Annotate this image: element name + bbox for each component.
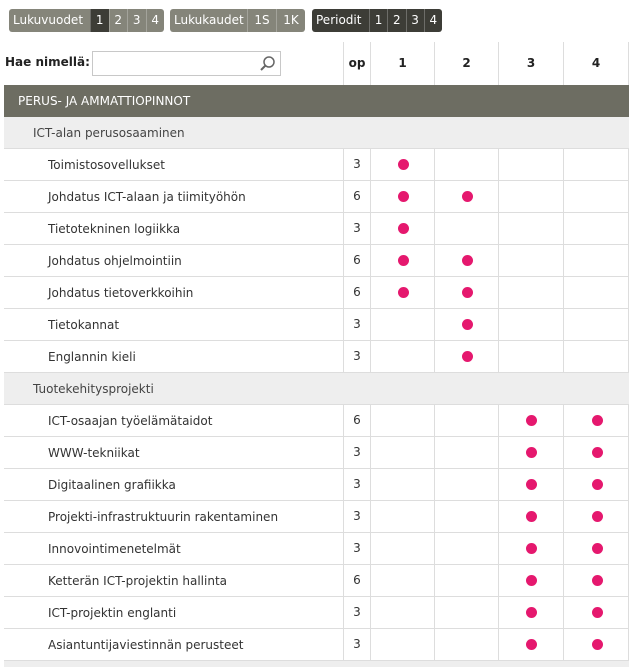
period-4-cell (563, 597, 629, 629)
filter-years-label: Lukuvuodet (13, 13, 84, 27)
period-2-cell (434, 469, 498, 501)
op-cell: 6 (343, 565, 370, 597)
period-3-cell (498, 629, 563, 661)
period-dot (526, 415, 537, 426)
period-4-cell (563, 437, 629, 469)
period-dot (592, 639, 603, 650)
table-row[interactable] (0, 245, 629, 277)
period-2-header: 2 (434, 42, 498, 85)
op-cell: 3 (343, 533, 370, 565)
period-3-cell (498, 277, 563, 309)
period-3-cell (498, 565, 563, 597)
course-name[interactable]: Toimistosovellukset (4, 149, 343, 181)
period-1-cell (370, 597, 434, 629)
table-row[interactable] (0, 629, 629, 661)
period-3-cell (498, 341, 563, 373)
course-name[interactable]: Tietotekninen logiikka (4, 213, 343, 245)
table-header (0, 42, 641, 85)
period-1-cell (370, 245, 434, 277)
period-dot (398, 223, 409, 234)
filter-periods-label: Periodit (316, 13, 362, 27)
period-3-header: 3 (498, 42, 563, 85)
op-cell: 3 (343, 213, 370, 245)
period-2-cell (434, 565, 498, 597)
filter-year-3[interactable]: 3 (127, 9, 146, 32)
period-dot (462, 287, 473, 298)
course-name[interactable]: ICT-projektin englanti (4, 597, 343, 629)
period-dot (592, 415, 603, 426)
period-3-cell (498, 149, 563, 181)
period-3-cell (498, 501, 563, 533)
table-row[interactable] (0, 309, 629, 341)
period-3-cell (498, 597, 563, 629)
period-3-cell (498, 405, 563, 437)
period-2-cell (434, 309, 498, 341)
table-row[interactable] (0, 437, 629, 469)
op-cell: 3 (343, 149, 370, 181)
period-3-cell (498, 533, 563, 565)
table-row[interactable] (0, 181, 629, 213)
filter-year-4[interactable]: 4 (146, 9, 165, 32)
period-dot (398, 255, 409, 266)
course-name[interactable]: Englannin kieli (4, 341, 343, 373)
period-4-cell (563, 533, 629, 565)
period-4-cell (563, 181, 629, 213)
table-row[interactable] (0, 149, 629, 181)
search-input[interactable] (93, 52, 258, 75)
period-2-cell (434, 213, 498, 245)
search-box[interactable] (92, 51, 281, 76)
table-row[interactable] (0, 277, 629, 309)
period-1-header: 1 (370, 42, 434, 85)
period-dot (592, 511, 603, 522)
course-name[interactable]: Tietokannat (4, 309, 343, 341)
op-cell: 3 (343, 469, 370, 501)
period-1-cell (370, 213, 434, 245)
period-dot (526, 543, 537, 554)
filter-terms-label: Lukukaudet (174, 13, 244, 27)
period-3-cell (498, 309, 563, 341)
period-3-cell (498, 245, 563, 277)
period-4-cell (563, 501, 629, 533)
period-2-cell (434, 533, 498, 565)
op-cell: 3 (343, 629, 370, 661)
period-dot (526, 607, 537, 618)
period-4-cell (563, 405, 629, 437)
period-dot (526, 575, 537, 586)
period-4-cell (563, 213, 629, 245)
op-cell: 3 (343, 341, 370, 373)
filter-periods (312, 9, 442, 32)
course-name[interactable]: ICT-osaajan työelämätaidot (4, 405, 343, 437)
period-1-cell (370, 341, 434, 373)
filter-year-2[interactable]: 2 (109, 9, 128, 32)
period-1-cell (370, 437, 434, 469)
period-2-cell (434, 149, 498, 181)
course-name[interactable]: Johdatus ICT-alaan ja tiimityöhön (4, 181, 343, 213)
period-1-cell (370, 405, 434, 437)
period-4-header: 4 (563, 42, 629, 85)
period-4-cell (563, 565, 629, 597)
op-cell: 3 (343, 501, 370, 533)
period-dot (592, 575, 603, 586)
filter-period-2[interactable]: 2 (387, 9, 405, 32)
table-row[interactable] (0, 597, 629, 629)
section-row: PERUS- JA AMMATTIOPINNOT (4, 85, 629, 117)
table-row[interactable] (0, 565, 629, 597)
course-name[interactable]: WWW-tekniikat (4, 437, 343, 469)
filter-years (9, 9, 164, 32)
period-4-cell (563, 469, 629, 501)
period-3-cell (498, 469, 563, 501)
period-4-cell (563, 277, 629, 309)
period-2-cell (434, 181, 498, 213)
filter-year-1[interactable]: 1 (90, 9, 109, 32)
period-2-cell (434, 437, 498, 469)
period-1-cell (370, 277, 434, 309)
period-dot (462, 191, 473, 202)
group-row: Tuotekehitysprojekti (4, 373, 629, 405)
search-label: Hae nimellä: (5, 55, 90, 69)
filter-period-4[interactable]: 4 (424, 9, 442, 32)
table-row[interactable] (0, 213, 629, 245)
table-row[interactable] (0, 533, 629, 565)
period-dot (462, 351, 473, 362)
period-dot (526, 447, 537, 458)
period-1-cell (370, 533, 434, 565)
period-3-cell (498, 437, 563, 469)
course-name[interactable]: Projekti-infrastruktuurin rakentaminen (4, 501, 343, 533)
period-1-cell (370, 565, 434, 597)
period-1-cell (370, 469, 434, 501)
period-dot (526, 639, 537, 650)
op-cell: 6 (343, 181, 370, 213)
op-cell: 3 (343, 437, 370, 469)
magnifier-icon[interactable] (259, 55, 276, 72)
period-1-cell (370, 629, 434, 661)
op-cell: 3 (343, 597, 370, 629)
period-dot (526, 511, 537, 522)
period-dot (592, 447, 603, 458)
period-2-cell (434, 597, 498, 629)
period-2-cell (434, 245, 498, 277)
course-name[interactable]: Johdatus ohjelmointiin (4, 245, 343, 277)
course-name[interactable]: Digitaalinen grafiikka (4, 469, 343, 501)
period-1-cell (370, 501, 434, 533)
period-dot (592, 543, 603, 554)
period-dot (398, 159, 409, 170)
filter-period-3[interactable]: 3 (406, 9, 424, 32)
table-row[interactable] (0, 341, 629, 373)
period-2-cell (434, 341, 498, 373)
period-4-cell (563, 245, 629, 277)
table-row[interactable] (0, 405, 629, 437)
period-4-cell (563, 341, 629, 373)
period-3-cell (498, 181, 563, 213)
period-dot (592, 607, 603, 618)
table-row[interactable] (0, 501, 629, 533)
period-4-cell (563, 629, 629, 661)
filter-period-1[interactable]: 1 (369, 9, 387, 32)
period-2-cell (434, 629, 498, 661)
course-name[interactable]: Johdatus tietoverkkoihin (4, 277, 343, 309)
group-row: ICT-alan perusosaaminen (4, 117, 629, 149)
period-1-cell (370, 149, 434, 181)
period-2-cell (434, 277, 498, 309)
filter-bar (0, 0, 641, 42)
op-cell: 6 (343, 405, 370, 437)
period-3-cell (498, 213, 563, 245)
course-name[interactable]: Ketterän ICT-projektin hallinta (4, 565, 343, 597)
op-cell: 6 (343, 277, 370, 309)
period-1-cell (370, 181, 434, 213)
table-row[interactable] (0, 469, 629, 501)
period-2-cell (434, 501, 498, 533)
table-bottom-edge (4, 661, 629, 667)
op-cell: 6 (343, 245, 370, 277)
course-name[interactable]: Innovointimenetelmät (4, 533, 343, 565)
course-name[interactable]: Asiantuntijaviestinnän perusteet (4, 629, 343, 661)
period-dot (398, 191, 409, 202)
period-2-cell (434, 405, 498, 437)
period-4-cell (563, 149, 629, 181)
filter-term-1k[interactable]: 1K (276, 9, 305, 32)
op-cell: 3 (343, 309, 370, 341)
period-dot (462, 255, 473, 266)
period-dot (462, 319, 473, 330)
period-4-cell (563, 309, 629, 341)
period-dot (398, 287, 409, 298)
period-dot (526, 479, 537, 490)
op-header: op (343, 42, 370, 85)
filter-terms (170, 9, 305, 32)
period-1-cell (370, 309, 434, 341)
filter-term-1s[interactable]: 1S (247, 9, 276, 32)
period-dot (592, 479, 603, 490)
